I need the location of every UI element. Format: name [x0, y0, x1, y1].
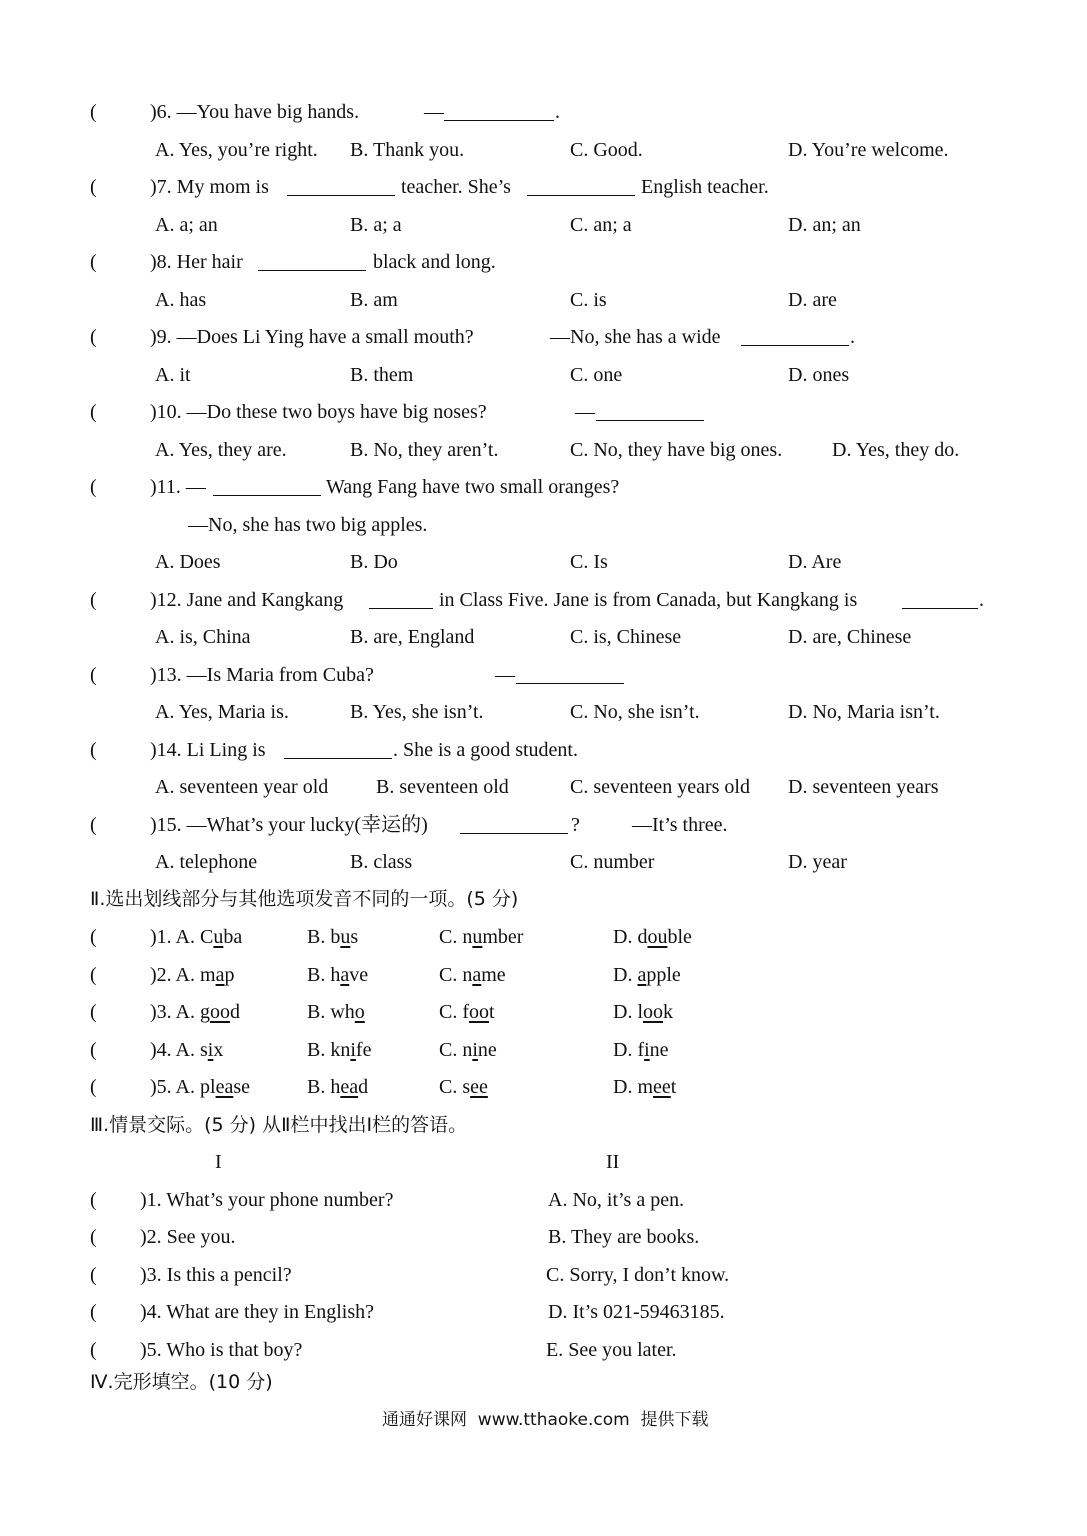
- answer-paren: (: [90, 664, 97, 686]
- pron-option-c: C. see: [439, 1076, 488, 1098]
- option-b: B. Do: [350, 551, 398, 573]
- answer-paren: (: [90, 176, 97, 198]
- option-b: B. No, they aren’t.: [350, 439, 499, 461]
- option-d: D. Yes, they do.: [832, 439, 960, 461]
- answer-paren: (: [90, 1001, 97, 1023]
- match-answer: B. They are books.: [548, 1226, 700, 1248]
- option-b: B. are, England: [350, 626, 475, 648]
- question-dash: —: [495, 664, 515, 686]
- option-d: D. Are: [788, 551, 842, 573]
- question-reply: —It’s three.: [632, 814, 728, 836]
- pron-option-d: D. look: [613, 1001, 673, 1023]
- pron-option-b: B. bus: [307, 926, 359, 948]
- option-b: B. Yes, she isn’t.: [350, 701, 484, 723]
- question-text: )14. Li Ling is: [150, 739, 266, 761]
- question-text-tail: —No, she has a wide: [550, 326, 721, 348]
- option-a: A. is, China: [155, 626, 251, 648]
- option-c: C. No, they have big ones.: [570, 439, 783, 461]
- question-text: )8. Her hair: [150, 251, 243, 273]
- answer-paren: (: [90, 589, 97, 611]
- pron-option-b: B. knife: [307, 1039, 372, 1061]
- answer-paren: (: [90, 101, 97, 123]
- answer-blank: [284, 740, 392, 759]
- option-a: A. Yes, they are.: [155, 439, 287, 461]
- option-a: A. Yes, you’re right.: [155, 139, 318, 161]
- option-b: B. them: [350, 364, 414, 386]
- option-d: D. ones: [788, 364, 850, 386]
- answer-paren: (: [90, 476, 97, 498]
- answer-blank: [369, 590, 433, 609]
- answer-blank: [460, 815, 568, 834]
- answer-blank: [527, 177, 635, 196]
- option-d: D. are, Chinese: [788, 626, 912, 648]
- answer-blank: [902, 590, 978, 609]
- pron-option-d: D. double: [613, 926, 692, 948]
- answer-blank: [213, 477, 321, 496]
- match-question: )2. See you.: [140, 1226, 236, 1248]
- answer-paren: (: [90, 1301, 97, 1323]
- question-text-mid: in Class Five. Jane is from Canada, but Kangkang is: [439, 589, 858, 611]
- pron-option-c: C. nine: [439, 1039, 497, 1061]
- option-c: C. one: [570, 364, 623, 386]
- answer-blank: [258, 252, 366, 271]
- option-b: B. am: [350, 289, 398, 311]
- option-c: C. an; a: [570, 214, 632, 236]
- answer-paren: (: [90, 401, 97, 423]
- question-mark: ?: [571, 814, 580, 836]
- answer-paren: (: [90, 739, 97, 761]
- option-b: B. a; a: [350, 214, 402, 236]
- match-question: )5. Who is that boy?: [140, 1339, 303, 1361]
- option-a: A. Yes, Maria is.: [155, 701, 289, 723]
- option-d: D. an; an: [788, 214, 861, 236]
- question-text: )12. Jane and Kangkang: [150, 589, 344, 611]
- section-2-title: Ⅱ.选出划线部分与其他选项发音不同的一项。(5 分): [90, 888, 519, 910]
- answer-blank: [444, 102, 554, 121]
- question-text: )9. —Does Li Ying have a small mouth?: [150, 326, 474, 348]
- option-c: C. Good.: [570, 139, 643, 161]
- option-b: B. seventeen old: [376, 776, 509, 798]
- column-2-header: II: [606, 1151, 620, 1173]
- question-period: .: [850, 326, 855, 348]
- option-c: C. seventeen years old: [570, 776, 750, 798]
- pron-label: )1. A. Cuba: [150, 926, 243, 948]
- pron-option-b: B. who: [307, 1001, 365, 1023]
- option-a: A. telephone: [155, 851, 258, 873]
- pron-label: )4. A. six: [150, 1039, 224, 1061]
- option-d: D. are: [788, 289, 837, 311]
- answer-paren: (: [90, 1189, 97, 1211]
- match-answer: C. Sorry, I don’t know.: [546, 1264, 730, 1286]
- pron-option-d: D. meet: [613, 1076, 677, 1098]
- pron-option-d: D. apple: [613, 964, 681, 986]
- question-reply: —No, she has two big apples.: [188, 514, 428, 536]
- answer-blank: [516, 665, 624, 684]
- match-answer: A. No, it’s a pen.: [548, 1189, 685, 1211]
- question-period: .: [555, 101, 560, 123]
- answer-paren: (: [90, 926, 97, 948]
- pron-label: )2. A. map: [150, 964, 235, 986]
- question-text: )7. My mom is: [150, 176, 269, 198]
- pron-label: )5. A. please: [150, 1076, 250, 1098]
- answer-paren: (: [90, 964, 97, 986]
- answer-paren: (: [90, 1076, 97, 1098]
- column-1-header: I: [215, 1151, 222, 1173]
- question-text-tail: English teacher.: [641, 176, 769, 198]
- answer-paren: (: [90, 1264, 97, 1286]
- pron-option-b: B. have: [307, 964, 369, 986]
- pron-label: )3. A. good: [150, 1001, 240, 1023]
- question-text-tail: . She is a good student.: [393, 739, 578, 761]
- pron-option-c: C. number: [439, 926, 524, 948]
- option-c: C. is: [570, 289, 607, 311]
- match-question: )4. What are they in English?: [140, 1301, 375, 1323]
- answer-paren: (: [90, 814, 97, 836]
- option-a: A. seventeen year old: [155, 776, 329, 798]
- option-a: A. Does: [155, 551, 221, 573]
- page-footer: 通通好课网 www.tthaoke.com 提供下载: [382, 1410, 709, 1430]
- answer-blank: [287, 177, 395, 196]
- option-c: C. number: [570, 851, 655, 873]
- pron-option-d: D. fine: [613, 1039, 669, 1061]
- answer-paren: (: [90, 1339, 97, 1361]
- pron-option-b: B. head: [307, 1076, 369, 1098]
- section-4-title: Ⅳ.完形填空。(10 分): [90, 1371, 273, 1393]
- option-d: D. You’re welcome.: [788, 139, 949, 161]
- option-c: C. is, Chinese: [570, 626, 682, 648]
- section-3-title: Ⅲ.情景交际。(5 分) 从Ⅱ栏中找出Ⅰ栏的答语。: [90, 1114, 468, 1136]
- pron-option-c: C. foot: [439, 1001, 495, 1023]
- option-c: C. No, she isn’t.: [570, 701, 700, 723]
- answer-blank: [596, 402, 704, 421]
- question-dash: —: [575, 401, 595, 423]
- match-question: )1. What’s your phone number?: [140, 1189, 394, 1211]
- answer-paren: (: [90, 326, 97, 348]
- option-b: B. class: [350, 851, 413, 873]
- option-d: D. year: [788, 851, 847, 873]
- answer-blank: [741, 327, 849, 346]
- answer-paren: (: [90, 251, 97, 273]
- question-text: )13. —Is Maria from Cuba?: [150, 664, 374, 686]
- option-c: C. Is: [570, 551, 608, 573]
- answer-paren: (: [90, 1226, 97, 1248]
- answer-paren: (: [90, 1039, 97, 1061]
- question-text: )10. —Do these two boys have big noses?: [150, 401, 487, 423]
- option-d: D. No, Maria isn’t.: [788, 701, 940, 723]
- option-a: A. it: [155, 364, 191, 386]
- match-question: )3. Is this a pencil?: [140, 1264, 292, 1286]
- question-period: .: [979, 589, 984, 611]
- option-b: B. Thank you.: [350, 139, 465, 161]
- question-text: )11. —: [150, 476, 206, 498]
- option-a: A. a; an: [155, 214, 218, 236]
- question-dash: —: [424, 101, 444, 123]
- question-text-tail: Wang Fang have two small oranges?: [326, 476, 620, 498]
- question-text-mid: teacher. She’s: [401, 176, 511, 198]
- option-a: A. has: [155, 289, 207, 311]
- match-answer: E. See you later.: [546, 1339, 677, 1361]
- question-text: )6. —You have big hands.: [150, 101, 360, 123]
- match-answer: D. It’s 021-59463185.: [548, 1301, 725, 1323]
- question-text-tail: black and long.: [373, 251, 496, 273]
- question-text: )15. —What’s your lucky(幸运的): [150, 814, 428, 836]
- option-d: D. seventeen years: [788, 776, 939, 798]
- pron-option-c: C. name: [439, 964, 506, 986]
